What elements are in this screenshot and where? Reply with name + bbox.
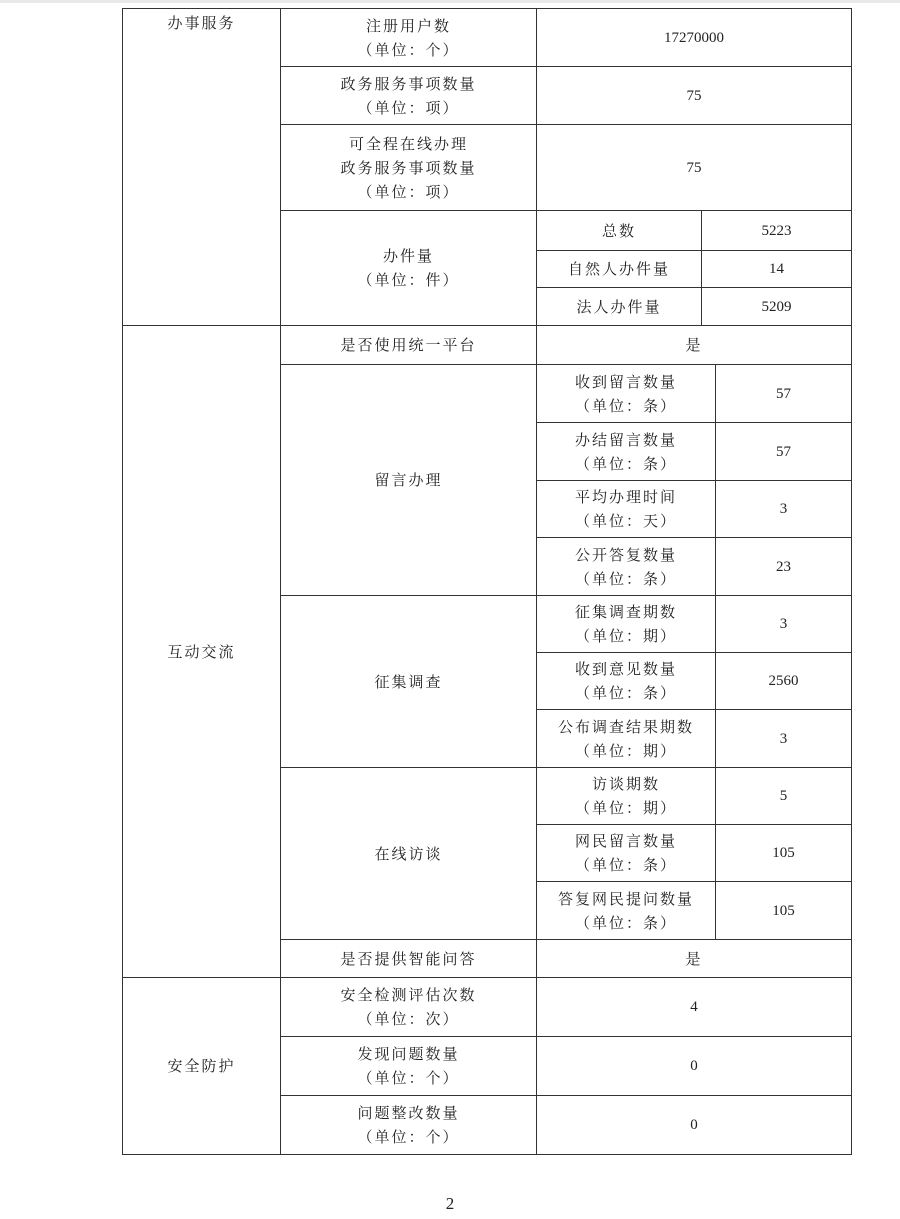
row-label-tongyi: 是否使用统一平台: [340, 336, 477, 354]
row-label-quancheng: 可全程在线办理 政务服务事项数量 （单位：项）: [340, 134, 477, 201]
value-tongyi: 是: [685, 336, 703, 354]
value-liuyan-0: 57: [776, 385, 791, 402]
value-zhengji-2: 3: [779, 730, 788, 747]
value-total: 5223: [761, 222, 792, 239]
sub-label-fangtan-0: 访谈期数 （单位：期）: [574, 775, 677, 817]
value-liuyan-2: 3: [779, 501, 788, 517]
section-label-anquan: 安全防护: [167, 1057, 236, 1075]
row-label-banjian: 办件量 （单位：件）: [357, 247, 460, 289]
row-label-zhineng: 是否提供智能问答: [340, 949, 477, 968]
sub-label-fangtan-1: 网民留言数量 （单位：条）: [574, 832, 677, 874]
sub-label-liuyan-1: 办结留言数量 （单位：条）: [574, 430, 677, 473]
sub-label-fangtan-2: 答复网民提问数量 （单位：条）: [557, 889, 694, 932]
sub-label-legal: 法人办件量: [576, 297, 662, 316]
value-fangtan-0: 5: [779, 788, 788, 804]
row-label-jiance: 安全检测评估次数 （单位：次）: [340, 986, 477, 1028]
row-label-faxian: 发现问题数量 （单位：个）: [357, 1045, 460, 1087]
row-label-zhuce: 注册用户数 （单位：个）: [357, 16, 460, 59]
value-jiance: 4: [690, 999, 698, 1015]
value-fangtan-2: 105: [772, 902, 795, 919]
top-edge-line: [0, 0, 900, 3]
value-zhenggai: 0: [690, 1117, 698, 1133]
value-shixiang: 75: [686, 87, 702, 104]
section-label-hudong: 互动交流: [167, 642, 236, 661]
row-label-zhenggai: 问题整改数量 （单位：个）: [357, 1104, 460, 1146]
border: [122, 1154, 852, 1155]
row-label-zhengji: 征集调查: [374, 672, 443, 691]
sub-label-liuyan-0: 收到留言数量 （单位：条）: [574, 372, 677, 415]
sub-label-zhengji-0: 征集调查期数 （单位：期）: [574, 603, 677, 645]
sub-label-natural: 自然人办件量: [567, 260, 670, 278]
sub-label-liuyan-2: 平均办理时间 （单位：天）: [574, 488, 677, 530]
row-label-fangtan: 在线访谈: [374, 844, 443, 863]
value-liuyan-1: 57: [776, 443, 791, 460]
value-legal: 5209: [761, 298, 792, 315]
value-liuyan-3: 23: [776, 558, 791, 575]
value-fangtan-1: 105: [772, 845, 795, 861]
sub-label-zhengji-2: 公布调查结果期数 （单位：期）: [557, 717, 694, 760]
value-zhengji-1: 2560: [768, 673, 799, 689]
value-quancheng: 75: [686, 159, 702, 176]
value-natural: 14: [769, 261, 784, 277]
value-faxian: 0: [690, 1058, 698, 1074]
value-zhineng: 是: [685, 949, 703, 968]
page-number: 2: [445, 1194, 455, 1213]
border: [851, 8, 852, 1155]
sub-label-total: 总数: [601, 221, 636, 240]
sub-label-liuyan-3: 公开答复数量 （单位：条）: [574, 545, 677, 588]
row-label-shixiang: 政务服务事项数量 （单位：项）: [340, 74, 477, 117]
value-zhengji-0: 3: [779, 616, 788, 632]
value-zhuce: 17270000: [664, 29, 724, 46]
row-label-liuyan: 留言办理: [374, 471, 443, 489]
sub-label-zhengji-1: 收到意见数量 （单位：条）: [574, 660, 677, 702]
section-label-banshi: 办事服务: [167, 14, 236, 32]
